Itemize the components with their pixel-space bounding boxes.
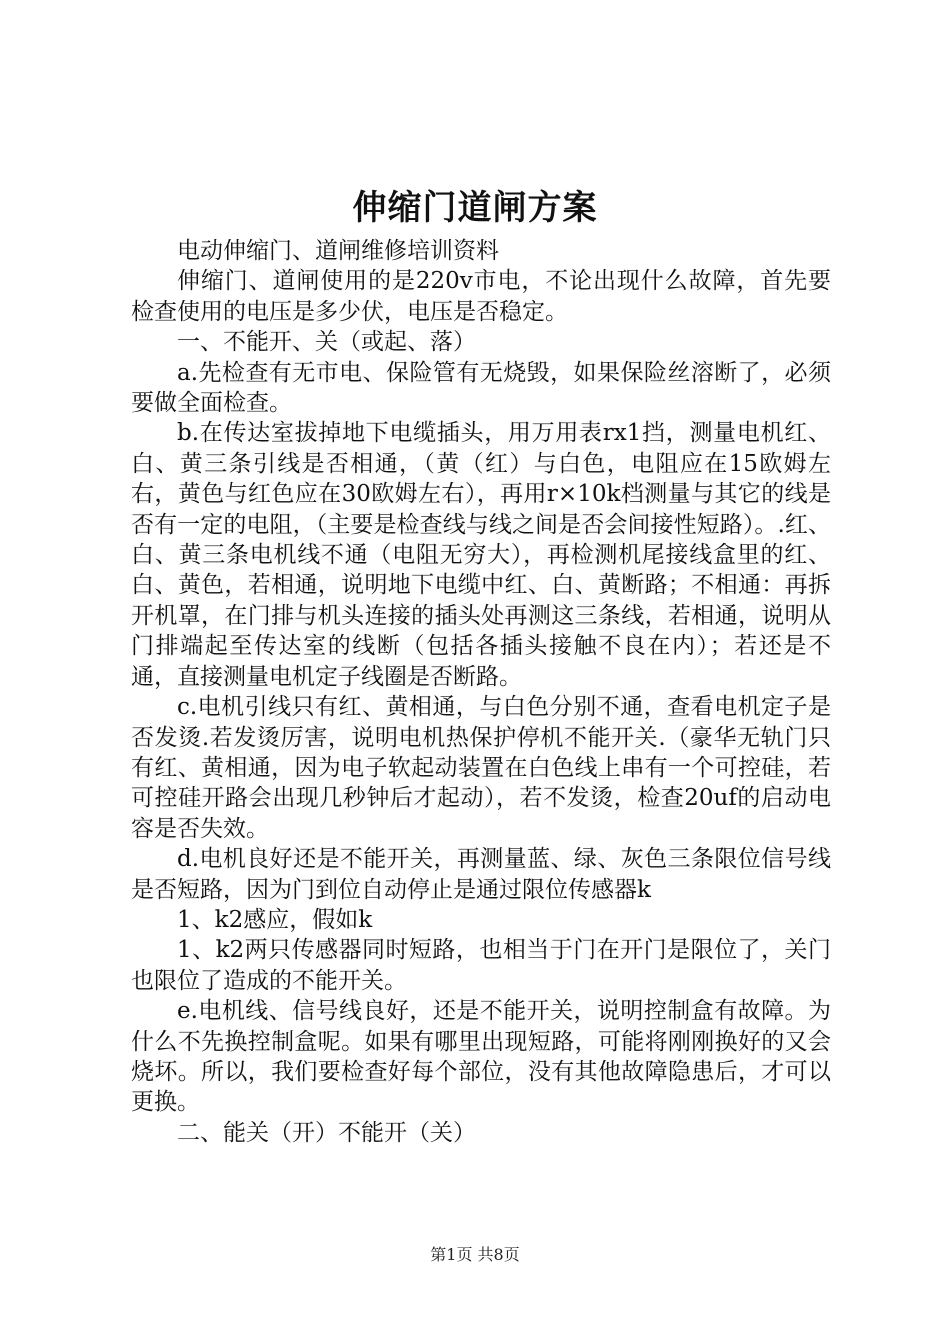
paragraph-k1-k2-sensing: 1、k2感应，假如k bbox=[177, 906, 373, 933]
paragraph-intro-heading: 电动伸缩门、道闸维修培训资料 bbox=[177, 238, 499, 264]
paragraph-item-d: d.电机良好还是不能开关，再测量蓝、绿、灰色三条限位信号线是否短路，因为门到位自动停止是通过限位传感器k bbox=[131, 846, 831, 903]
section-heading-2: 二、能关（开）不能开（关） bbox=[177, 1119, 476, 1146]
paragraph-item-b: b.在传达室拔掉地下电缆插头，用万用表rx1挡，测量电机红、白、黄三条引线是否相通，（黄（红）与白色，电阻应在15欧姆左右，黄色与红色应在30欧姆左右），再用r×10k档测量与其它的线是否有一定的电阻，（主要是检查线与线之间是否会间接性短路）。.红、白、黄三条电机线不通（电阻无穷大），再检测机尾接线盒里的红、白、黄色，若相通，说明地下电缆中红、白、黄断路；不相通：再拆开机罩，在门排与机头连接的插头处再测这三条线，若相通，说明从门排端起至传达室的线断（包括各插头接触不良在内）；若还是不通，直接测量电机定子线圈是否断路。 bbox=[131, 420, 831, 690]
section-heading-1: 一、不能开、关（或起、落） bbox=[177, 329, 476, 356]
paragraph-voltage-check: 伸缩门、道闸使用的是220v市电，不论出现什么故障，首先要检查使用的电压是多少伏，电压是否稳定。 bbox=[131, 268, 831, 325]
paragraph-k1-k2-short: 1、k2两只传感器同时短路，也相当于门在开门是限位了，关门也限位了造成的不能开关。 bbox=[131, 937, 831, 994]
page-number: 第1页 共8页 bbox=[430, 1245, 520, 1264]
document-title: 伸缩门道闸方案 bbox=[352, 188, 598, 228]
document-body bbox=[131, 236, 831, 1148]
paragraph-item-c: c.电机引线只有红、黄相通，与白色分别不通，查看电机定子是否发烫.若发烫厉害，说明电机热保护停机不能开关.（豪华无轨门只有红、黄相通，因为电子软起动装置在白色线上串有一个可控硅，若可控硅开路会出现几秒钟后才起动），若不发烫，检查20uf的启动电容是否失效。 bbox=[131, 694, 831, 842]
paragraph-item-a: a.先检查有无市电、保险管有无烧毁，如果保险丝溶断了，必须要做全面检查。 bbox=[131, 359, 831, 417]
paragraph-item-e: e.电机线、信号线良好，还是不能开关，说明控制盒有故障。为什么不先换控制盒呢。如果有哪里出现短路，可能将刚刚换好的又会烧坏。所以，我们要检查好每个部位，没有其他故障隐患后，才可以更换。 bbox=[131, 998, 831, 1116]
